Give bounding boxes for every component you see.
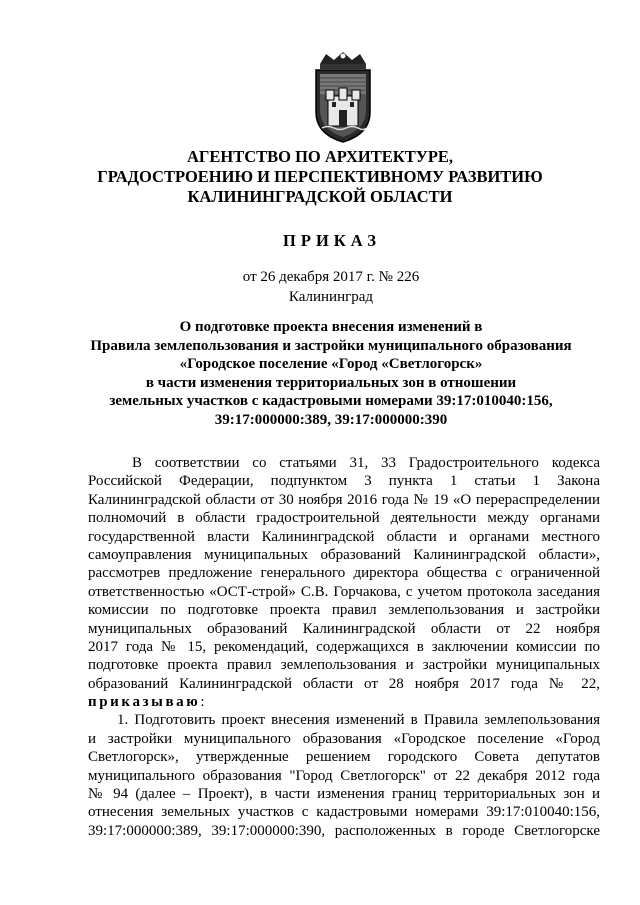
date-number: от 26 декабря 2017 г. № 226 xyxy=(242,269,420,285)
subject-line: в части изменения территориальных зон в отношении xyxy=(145,374,517,391)
item-line: 39:17:000000:389, 39:17:000000:390, расположенных в городе Светлогорске xyxy=(88,822,600,839)
preamble-line: комиссии по подготовке проекта правил землепользования и застройки xyxy=(88,602,600,619)
agency-name xyxy=(0,147,640,207)
city-name: Калининград xyxy=(288,289,374,305)
document-title: ПРИКАЗ xyxy=(283,231,381,250)
preamble-line: образований Калининградской области от 28 ноября 2017 года № 22, xyxy=(88,675,600,692)
preamble-line: ответственностью «ОСТ-строй» С.В. Горчакова, с учетом протокола заседания xyxy=(88,583,600,600)
order-subject xyxy=(0,318,640,429)
subject-line: «Городское поселение «Город «Светлогорск» xyxy=(179,356,483,372)
preamble-line: полномочий в области градостроительной деятельности между органами xyxy=(88,510,600,527)
coat-of-arms-emblem xyxy=(308,50,378,144)
order-word: приказываю xyxy=(88,694,201,711)
subject-line: земельных участков с кадастровыми номерами 39:17:010040:156, xyxy=(109,393,553,409)
preamble-line: подготовке проекта правил землепользования и застройки муниципальных xyxy=(88,657,600,674)
subject-line: 39:17:000000:389, 39:17:000000:390 xyxy=(214,411,448,428)
item-line: 1. Подготовить проект внесения изменений в Правила землепользования xyxy=(117,712,600,729)
subject-line: Правила землепользования и застройки муниципального образования xyxy=(90,337,572,354)
item-line: № 94 (далее – Проект), в части изменения границ территориальных зон и xyxy=(88,786,600,803)
subject-line: О подготовке проекта внесения изменений в xyxy=(179,319,483,335)
preamble-line: 2017 года № 15, рекомендаций, содержащихся в заключении комиссии по xyxy=(88,638,600,655)
agency-line-1: АГЕНТСТВО ПО АРХИТЕКТУРЕ, xyxy=(186,147,454,166)
preamble-line: В соответствии со статьями 31, 33 Градостроительного кодекса xyxy=(132,455,600,471)
order-suffix: : xyxy=(200,694,205,711)
item-line: Светлогорск», утвержденные решением городского Совета депутатов xyxy=(88,749,600,766)
preamble-line: Российской Федерации, подпунктом 3 пункта 1 статьи 1 Закона xyxy=(88,473,600,490)
preamble-line: Калининградской области от 30 ноября 2016 года № 19 «О перераспределении xyxy=(88,491,600,508)
item-line: отнесения земельных участков с кадастровыми номерами 39:17:010040:156, xyxy=(88,804,600,821)
document-body xyxy=(88,454,600,840)
date-block xyxy=(0,267,640,307)
agency-line-3: КАЛИНИНГРАДСКОЙ ОБЛАСТИ xyxy=(187,187,453,206)
item-line: муниципального образования "Город Светлогорск" от 22 декабря 2012 года xyxy=(88,767,600,784)
preamble-line: государственной власти Калининградской области и органами местного xyxy=(88,528,600,545)
item-line: и застройки муниципального образования «Городское поселение «Город xyxy=(88,730,600,747)
preamble-line: рассмотрев предложение генерального директора общества с ограниченной xyxy=(88,565,600,582)
order-line xyxy=(88,693,600,711)
preamble-line: муниципальных образований Калининградской области от 22 ноября xyxy=(88,620,600,637)
agency-line-2: ГРАДОСТРОЕНИЮ И ПЕРСПЕКТИВНОМУ РАЗВИТИЮ xyxy=(97,167,543,186)
preamble-line: самоуправления муниципальных образований Калининградской области», xyxy=(88,546,600,563)
